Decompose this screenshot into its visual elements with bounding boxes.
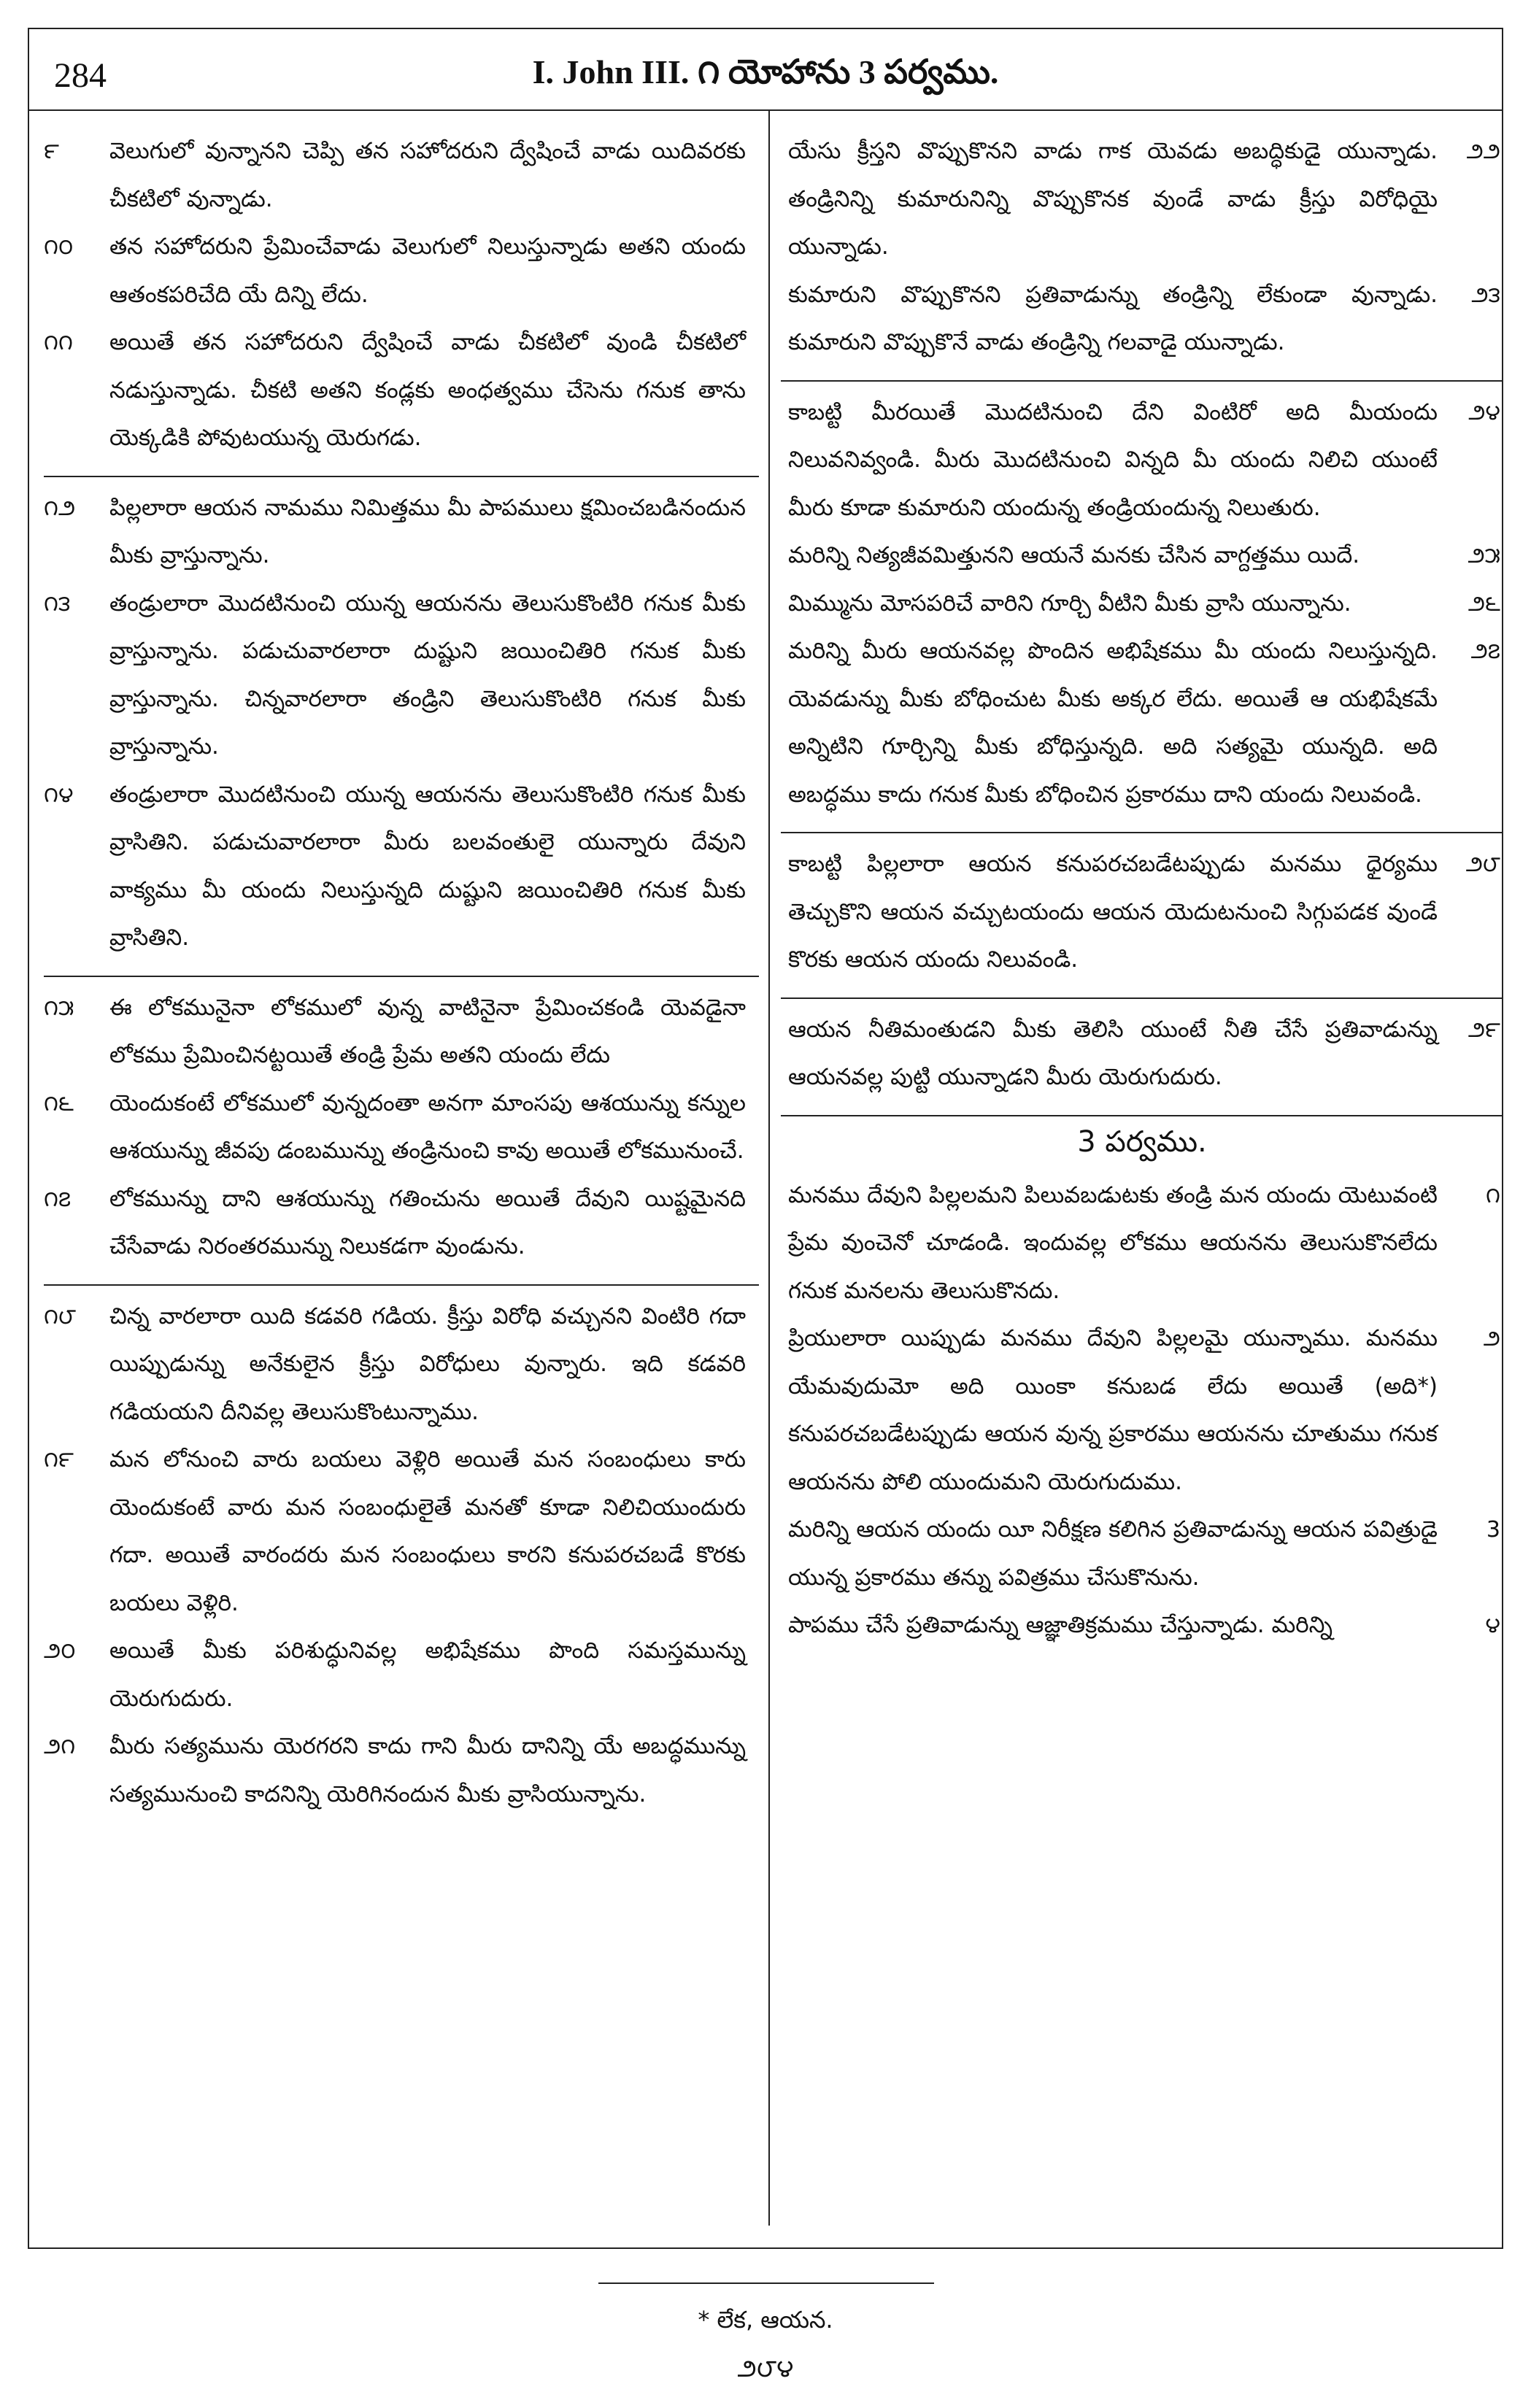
verse-number: ౧ (1486, 1182, 1500, 1208)
verse (781, 1315, 1503, 1506)
column-divider (768, 109, 770, 2226)
verse-text: పిల్లలారా ఆయన నామము నిమిత్తము మీ పాపములు క్షమించబడినందున మీకు వ్రాస్తున్నాను. (109, 494, 746, 568)
verse-text: చిన్న వారలారా యిది కడవరి గడియ. క్రీస్తు విరోధి వచ్చునని వింటిరి గదా యిప్పుడున్ను అనేకులైన క్రీస్తు విరోధులు వున్నారు. ఇది కడవరి గడియయని దీనివల్ల తెలుసుకొంటున్నాము. (109, 1303, 746, 1425)
verse-text: మరిన్ని నిత్యజీవమిత్తునని ఆయనే మనకు చేసిన వాగ్దత్తము యిదే. (788, 542, 1360, 568)
verse (781, 1006, 1503, 1102)
verse (781, 389, 1503, 533)
verse-number: ౧౮ (44, 1303, 77, 1330)
verse (781, 532, 1503, 580)
verse-text: కాబట్టి మీరయితే మొదటినుంచి దేని వింటిరో అది మీయందు నిలువనివ్వండి. మీరు మొదటినుంచి విన్నది మీ యందు నిలిచి యుంటే మీరు కూడా కుమారుని యందున్న తండ్రియందున్న నిలుతురు. (788, 398, 1438, 521)
verse-text: లోకమున్ను దాని ఆశయున్ను గతించును అయితే దేవుని యిష్టమైనది చేసేవాడు నిరంతరమున్ను నిలుకడగా వుండును. (109, 1185, 746, 1259)
verse-text: అయితే తన సహోదరుని ద్వేషించే వాడు చీకటిలో వుండి చీకటిలో నడుస్తున్నాడు. చీకటి అతని కండ్లకు అంధత్వము చేసెను గనుక తాను యెక్కడికి పోవుటయున్న యెరుగడు. (109, 329, 746, 451)
verse-number: ౧౪ (44, 782, 74, 808)
verse-text: పాపము చేసే ప్రతివాడున్ను ఆజ్ఞాతిక్రమము చేస్తున్నాడు. మరిన్ని (788, 1612, 1333, 1638)
verse-number: ౨౭ (1470, 638, 1500, 664)
left-column (44, 128, 759, 2222)
paragraph-divider (44, 976, 759, 977)
verse-text: వెలుగులో వున్నానని చెప్పి తన సహోదరుని ద్వేషించే వాడు యిదివరకు చీకటిలో వున్నాడు. (109, 138, 746, 212)
verse-number: ౧౭ (44, 1186, 72, 1212)
verse-text: యేసు క్రీస్తని వొప్పుకొనని వాడు గాక యెవడు అబద్ధికుడై యున్నాడు. తండ్రినిన్ని కుమారునిన్ని వొప్పుకొనక వుండే వాడు క్రీస్తు విరోధియై యున్నాడు. (788, 138, 1438, 260)
verse-number: ౨౧ (44, 1734, 76, 1759)
verse-text: మిమ్మును మోసపరిచే వారిని గూర్చి వీటిని మీకు వ్రాసి యున్నాను. (788, 590, 1351, 617)
verse-number: ౧౦ (44, 234, 74, 260)
verse-text: మనము దేవుని పిల్లలమని పిలువబడుటకు తండ్రి మన యందు యెటువంటి ప్రేమ వుంచెనో చూడండి. ఇందువల్ల లోకము ఆయనను తెలుసుకొనలేదు గనుక మనలను తెలుసుకొనదు. (788, 1181, 1438, 1304)
verse-text: తండ్రులారా మొదటినుంచి యున్న ఆయనను తెలుసుకొంటిరి గనుక మీకు వ్రాస్తున్నాను. పడుచువారలారా దుష్టుని జయించితిరి గనుక మీకు వ్రాస్తున్నాను. చిన్నవారలారా తండ్రిని తెలుసుకొంటిరి గనుక మీకు వ్రాస్తున్నాను. (109, 590, 746, 760)
verse (781, 1172, 1503, 1316)
paragraph-divider (44, 476, 759, 477)
verse-number: ౯ (44, 139, 59, 164)
verse-text: ప్రియులారా యిప్పుడు మనము దేవుని పిల్లలమై యున్నాము. మనము యేమవుదుమో అది యింకా కనుబడ లేదు అయితే (అది*) కనుపరచబడేటప్పుడు ఆయన వున్న ప్రకారము ఆయనను చూతుము గనుక ఆయనను పోలి యుందుమని యెరుగుదుము. (788, 1325, 1438, 1495)
verse-text: మరిన్ని మీరు ఆయనవల్ల పొందిన అభిషేకము మీ యందు నిలుస్తున్నది. యెవడున్ను మీకు బోధించుట మీకు అక్కర లేదు. అయితే ఆ యభిషేకమే అన్నిటిని గూర్చిన్ని మీకు బోధిస్తున్నది. అది సత్యమై యున్నది. అది అబద్ధము కాదు గనుక మీకు బోధించిన ప్రకారము దాని యందు నిలువండి. (788, 638, 1438, 808)
verse-number: ౨౬ (1468, 590, 1500, 617)
verse (781, 841, 1503, 984)
verse-text: ఈ లోకమునైనా లోకములో వున్న వాటినైనా ప్రేమించకండి యెవడైనా లోకము ప్రేమించినట్టయితే తండ్రి ప్రేమ అతని యందు లేదు (109, 994, 746, 1068)
verse (44, 1627, 759, 1723)
verse (44, 580, 759, 771)
verse (44, 1176, 759, 1271)
verse-text: అయితే మీకు పరిశుద్ధునివల్ల అభిషేకము పొంది సమస్తమున్ను యెరుగుదురు. (109, 1637, 746, 1712)
verse-text: తండ్రులారా మొదటినుంచి యున్న ఆయనను తెలుసుకొంటిరి గనుక మీకు వ్రాసితిని. పడుచువారలారా మీరు బలవంతులై యున్నారు దేవుని వాక్యము మీ యందు నిలుస్తున్నది దుష్టుని జయించితిరి గనుక మీకు వ్రాసితిని. (109, 781, 746, 951)
paragraph-divider (781, 997, 1503, 999)
signature-mark: ౨౮౪ (737, 2354, 794, 2383)
chapter-heading: 3 పర్వము. (1077, 1124, 1207, 1159)
page-number: 284 (54, 56, 107, 95)
verse-number: ౧౬ (44, 1090, 74, 1116)
verse-number: ౨౪ (1468, 399, 1500, 425)
verse (781, 1506, 1503, 1602)
verse (44, 319, 759, 463)
verse (781, 128, 1503, 271)
verse (781, 580, 1503, 628)
verse-text: కుమారుని వొప్పుకొనని ప్రతివాడున్ను తండ్రిన్ని లేకుండా వున్నాడు. కుమారుని వొప్పుకొనే వాడు తండ్రిన్ని గలవాడై యున్నాడు. (788, 281, 1438, 355)
verse-number: ౨౫ (1468, 543, 1500, 568)
verse (44, 1080, 759, 1176)
verse-text: తన సహోదరుని ప్రేమించేవాడు వెలుగులో నిలుస్తున్నాడు అతని యందు ఆతంకపరిచేది యే దిన్ని లేదు. (109, 234, 746, 308)
paragraph-divider (781, 1115, 1503, 1116)
verse-number: ౨౨ (1466, 139, 1500, 164)
verse-number: ౪ (1485, 1613, 1500, 1638)
footnote: * లేక, ఆయన. (698, 2306, 833, 2334)
verse-text: మన లోనుంచి వారు బయలు వెళ్లిరి అయితే మన సంబంధులు కారు యెందుకంటే వారు మన సంబంధులైతే మనతో కూడా నిలిచియుందురు గదా. అయితే వారందరు మన సంబంధులు కారని కనుపరచబడే కొరకు బయలు వెళ్లిరి. (109, 1446, 746, 1616)
verse-text: మీరు సత్యమును యెరగరని కాదు గాని మీరు దానిన్ని యే అబద్ధమున్ను సత్యమునుంచి కాదనిన్ని యెరిగినందున మీకు వ్రాసియున్నాను. (109, 1733, 746, 1807)
verse-number: ౧౩ (44, 590, 71, 617)
verse (44, 1293, 759, 1437)
verse (44, 128, 759, 223)
verse-number: ౨౩ (1471, 282, 1500, 308)
verse-number: ౨౮ (1465, 852, 1500, 877)
verse-text: కాబట్టి పిల్లలారా ఆయన కనుపరచబడేటప్పుడు మనము ధైర్యము తెచ్చుకొని ఆయన వచ్చుటయందు ఆయన యెదుటనుంచి సిగ్గుపడక వుండే కొరకు ఆయన యందు నిలువండి. (788, 851, 1438, 973)
right-column (781, 128, 1503, 2222)
verse-text: యెందుకంటే లోకములో వున్నదంతా అనగా మాంసపు ఆశయున్ను కన్నుల ఆశయున్ను జీవపు డంబమున్ను తండ్రినుంచి కావు అయితే లోకమునుంచే. (109, 1089, 746, 1164)
paragraph-divider (781, 832, 1503, 833)
verse-text: ఆయన నీతిమంతుడని మీకు తెలిసి యుంటే నీతి చేసే ప్రతివాడున్ను ఆయనవల్ల పుట్టి యున్నాడని మీరు యెరుగుదురు. (788, 1016, 1438, 1090)
verse-number: ౧౯ (44, 1447, 74, 1473)
verse (44, 1723, 759, 1818)
verse-number: ౧౫ (44, 995, 74, 1021)
verse-number: ౨౯ (1468, 1016, 1500, 1043)
verse-number: ౧౧ (44, 330, 73, 355)
verse (44, 223, 759, 319)
paragraph-divider (44, 1284, 759, 1286)
verse (44, 485, 759, 580)
page-header (28, 39, 1503, 105)
verse (44, 984, 759, 1080)
paragraph-divider (781, 380, 1503, 382)
footnote-rule (598, 2282, 934, 2284)
verse-text: మరిన్ని ఆయన యందు యీ నిరీక్షణ కలిగిన ప్రతివాడున్ను ఆయన పవిత్రుడై యున్న ప్రకారము తన్ను పవిత్రము చేసుకొనును. (788, 1516, 1438, 1591)
verse-number: 3 (1486, 1517, 1500, 1543)
verse (781, 271, 1503, 367)
verse (44, 771, 759, 962)
verse-number: ౨౦ (44, 1638, 76, 1664)
header-rule (28, 109, 1503, 111)
running-title: I. John III. ౧ యోహాను 3 పర్వము. (532, 53, 999, 90)
verse-number: ౧౨ (44, 495, 76, 521)
verse (781, 1602, 1503, 1650)
verse (44, 1436, 759, 1627)
verse-number: ౨ (1483, 1326, 1500, 1351)
verse (781, 628, 1503, 819)
